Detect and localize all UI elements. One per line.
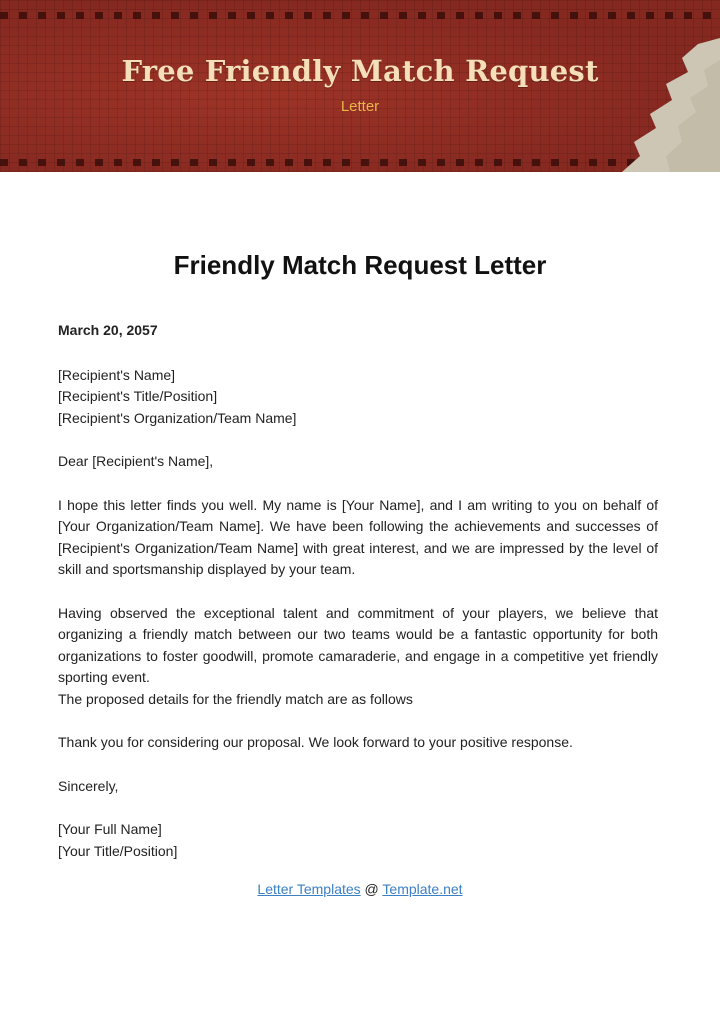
signature-title: [Your Title/Position] bbox=[58, 842, 178, 859]
letter-body bbox=[58, 320, 658, 862]
signature-name: [Your Full Name] bbox=[58, 821, 162, 837]
paragraph-proposal: Having observed the exceptional talent and commitment of your players, we believe that organizing a friendly match between our two teams would be a fantastic opportunity for both organizations to foster goodwill, promote camaraderie, and engage in a competitive yet friendly sporting event. bbox=[58, 604, 658, 685]
paragraph-introduction: I hope this letter finds you well. My name is [Your Name], and I am writing to you on behalf of [Your Organization/Team Name]. We have been following the achievements and successes of [Recipient's Organization/Team Name] with great interest, and we are impressed by the level of skill and sportsmanship displayed by your team. bbox=[58, 496, 658, 577]
recipient-name: [Recipient's Name] bbox=[58, 366, 176, 383]
letter-templates-link[interactable]: Letter Templates bbox=[257, 881, 361, 897]
template-net-link[interactable]: Template.net bbox=[382, 881, 463, 897]
banner-title: Free Friendly Match Request bbox=[121, 54, 599, 88]
closing: Sincerely, bbox=[58, 777, 119, 794]
header-banner bbox=[0, 0, 720, 172]
footer-separator: @ bbox=[364, 881, 379, 897]
letter-date: March 20, 2057 bbox=[58, 322, 158, 338]
salutation: Dear [Recipient's Name], bbox=[58, 453, 214, 469]
document-title: Friendly Match Request Letter bbox=[173, 250, 547, 280]
paragraph-thanks: Thank you for considering our proposal. We look forward to your positive response. bbox=[58, 734, 573, 750]
paragraph-details: The proposed details for the friendly match are as follows bbox=[58, 690, 413, 707]
banner-subtitle: Letter bbox=[340, 98, 380, 115]
recipient-organization: [Recipient's Organization/Team Name] bbox=[58, 409, 297, 426]
recipient-title: [Recipient's Title/Position] bbox=[58, 388, 218, 404]
footer-credit bbox=[0, 881, 720, 897]
